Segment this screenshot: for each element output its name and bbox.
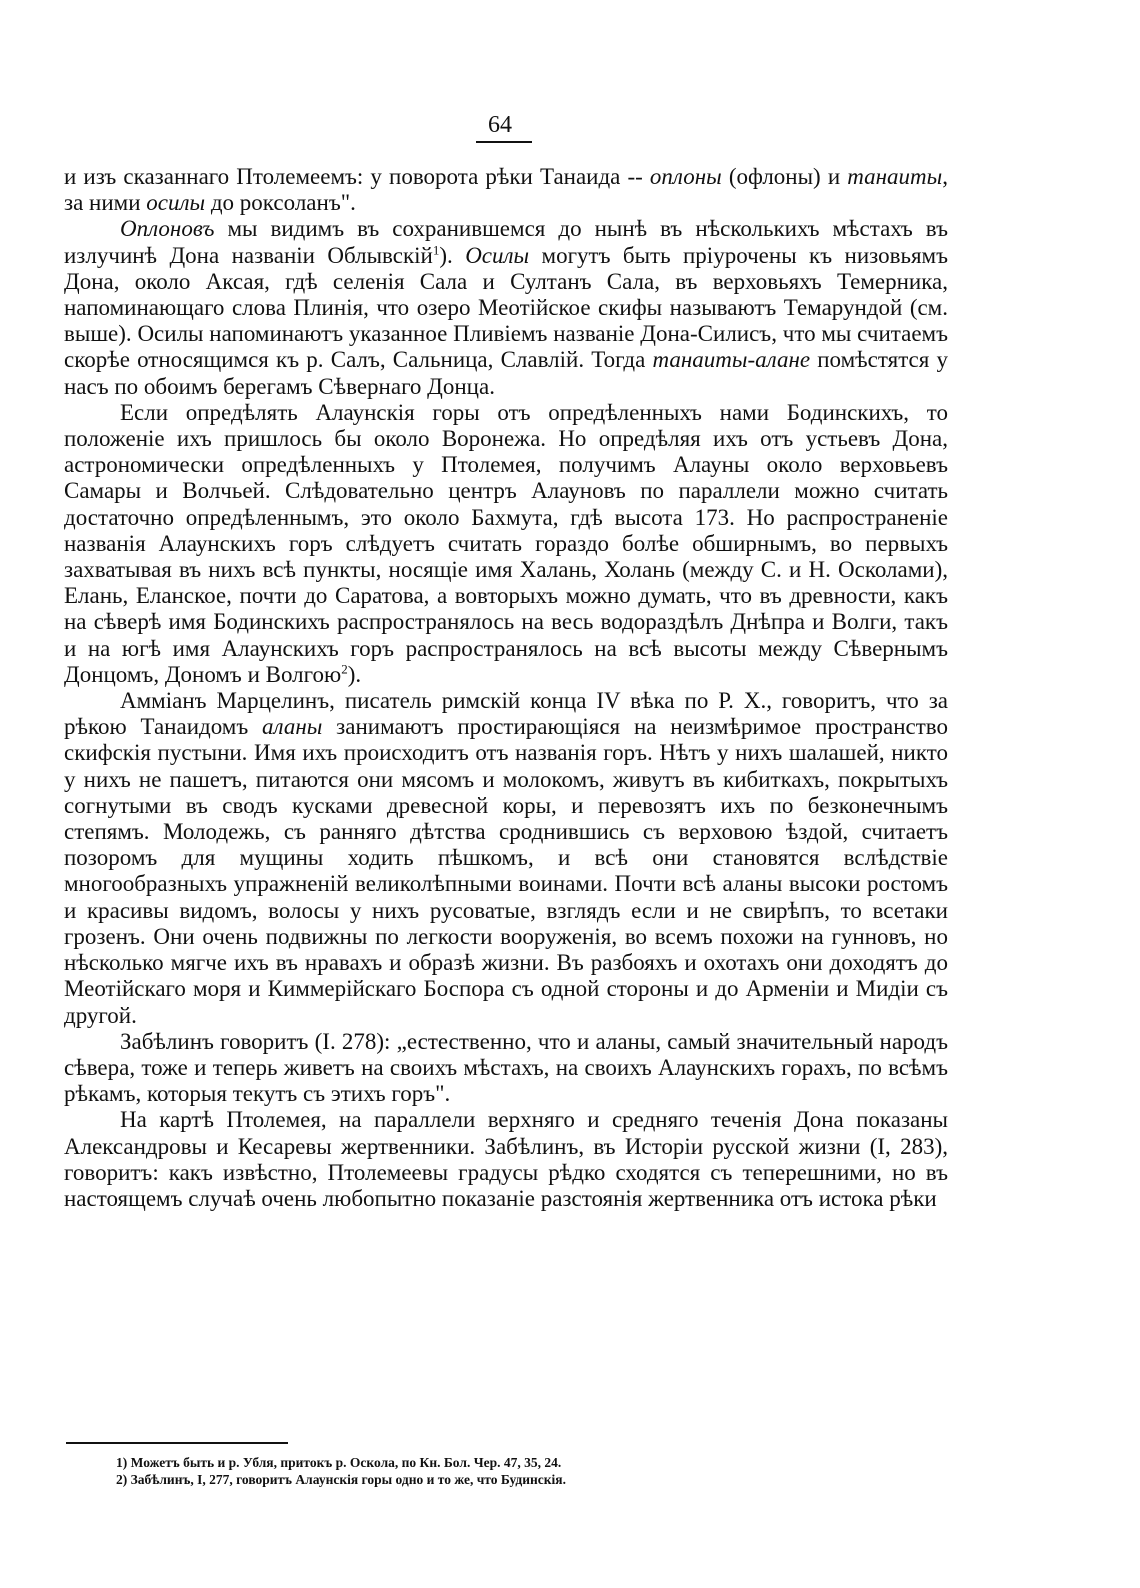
italic-term: танаиты [847, 164, 943, 189]
paragraph: На картѣ Птолемея, на параллели верхняго и средняго теченія Дона показаны Александровы и Кесаревы жертвенники. Забѣлинъ, въ Исторіи русской жизни (I, 283), говоритъ: какъ извѣстно, Птолемеевы градусы рѣдко сходятся съ теперешними, но въ настоящемъ случаѣ очень любопытно показаніе разстоянія жертвенника отъ истока рѣки [64, 1107, 948, 1211]
footnotes [116, 1454, 876, 1488]
italic-term: осилы [146, 190, 206, 216]
paragraph: Амміанъ Марцелинъ, писатель римскій конца IV вѣка по Р. Х., говоритъ, что за рѣкою Танаидомъ аланы занимаютъ простирающіяся на неизмѣримое пространство скифскія пустыни. Имя ихъ происходитъ отъ названія горъ. Нѣтъ у нихъ шалашей, никто у нихъ не пашетъ, питаются они мясомъ и молокомъ, живутъ въ кибиткахъ, покрытыхъ согнутыми въ сводъ кусками древесной коры, и перевозятъ ихъ по безконечнымъ степямъ. Молодежь, съ ранняго дѣтства сроднившись съ верховою ѣздой, считаетъ позоромъ для мущины ходить пѣшкомъ, и всѣ они становятся вслѣдствіе многообразныхъ упражненій великолѣпными воинами. Почти всѣ аланы высоки ростомъ и красивы видомъ, волосы у нихъ русоватые, взглядъ если и не свирѣпъ, то всетаки грозенъ. Они очень подвижны по легкости вооруженія, во всемъ похожи на гунновъ, но нѣсколько мягче ихъ въ нравахъ и образѣ жизни. Въ разбояхъ и охотахъ они доходятъ до Меотійскаго моря и Киммерійскаго Боспора съ одной стороны и до Арменіи и Мидіи съ другой. [64, 688, 948, 1028]
italic-term: оплоны [649, 164, 722, 189]
footnote-text: Забѣлинъ, I, 277, говоритъ Алаунскія горы одно и то же, что Будинскія. [130, 1472, 566, 1487]
italic-term: танаиты-алане [652, 347, 811, 373]
footnote [116, 1471, 876, 1488]
italic-term: Оплоновъ [120, 216, 215, 242]
footnote [116, 1454, 876, 1471]
footnote-text: Можетъ быть и р. Убля, притокъ р. Оскола, по Кн. Бол. Чер. 47, 35, 24. [130, 1455, 562, 1470]
italic-term: Осилы [465, 242, 530, 268]
footnote-mark: 1) [116, 1455, 128, 1470]
footnote-mark: 2) [116, 1472, 128, 1487]
body-text [64, 164, 948, 1212]
paragraph: и изъ сказаннаго Птолемеемъ: у поворота рѣки Танаида -- оплоны (офлоны) и танаиты, за ними осилы до роксоланъ". [64, 164, 948, 216]
footnote-ref: 1 [432, 241, 440, 257]
paragraph: Если опредѣлять Алаунскія горы отъ опредѣленныхъ нами Бодинскихъ, то положеніе ихъ пришлось бы около Воронежа. Но опредѣляя ихъ отъ устьевъ Дона, астрономически опредѣленныхъ у Птолемея, получимъ Алауны около верховьевъ Самары и Волчьей. Слѣдовательно центръ Алауновъ по параллели можно считать достаточно опредѣленнымъ, это около Бахмута, гдѣ высота 173. Но распространеніе названія Алаунскихъ горъ слѣдуетъ считать гораздо болѣе обширнымъ, во первыхъ захватывая въ нихъ всѣ пункты, носящіе имя Халань, Холань (между С. и Н. Осколами), Елань, Еланское, почти до Саратова, а вовторыхъ можно думать, что въ древности, какъ на сѣверѣ имя Бодинскихъ распространялось на весь водораздѣлъ Днѣпра и Волги, такъ и на югѣ имя Алаунскихъ горъ распространялось на всѣ высоты между Сѣвернымъ Донцомъ, Дономъ и Волгою$^2$). [64, 399, 948, 687]
paragraph: Оплоновъ мы видимъ въ сохранившемся до нынѣ въ нѣсколькихъ мѣстахъ въ излучинѣ Дона названіи Облывскій$^1$). Осилы могутъ быть пріурочены къ низовьямъ Дона, около Аксая, гдѣ селенія Сала и Султанъ Сала, въ верховьяхъ Темерника, напоминающаго слова Плинія, что озеро Меотійское скифы называютъ Темарундой (см. выше). Осилы напоминаютъ указанное Пливіемъ названіе Дона-Силисъ, что мы считаемъ скорѣе относящимся къ р. Салъ, Сальница, Славлій. Тогда танаиты-алане помѣстятся у насъ по обоимъ берегамъ Сѣвернаго Донца. [64, 216, 948, 399]
paragraph: Забѣлинъ говоритъ (I. 278): „естественно, что и аланы, самый значительный народъ сѣвера, тоже и теперь живетъ на своихъ мѣстахъ, на своихъ Алаунскихъ горахъ, по всѣмъ рѣкамъ, которыя текутъ съ этихъ горъ". [64, 1028, 948, 1107]
page-number-underline [476, 141, 532, 143]
italic-term: аланы [262, 714, 323, 740]
footnote-ref: 2 [341, 661, 348, 677]
footnote-separator [66, 1442, 288, 1444]
page-number: 64 [488, 112, 512, 138]
